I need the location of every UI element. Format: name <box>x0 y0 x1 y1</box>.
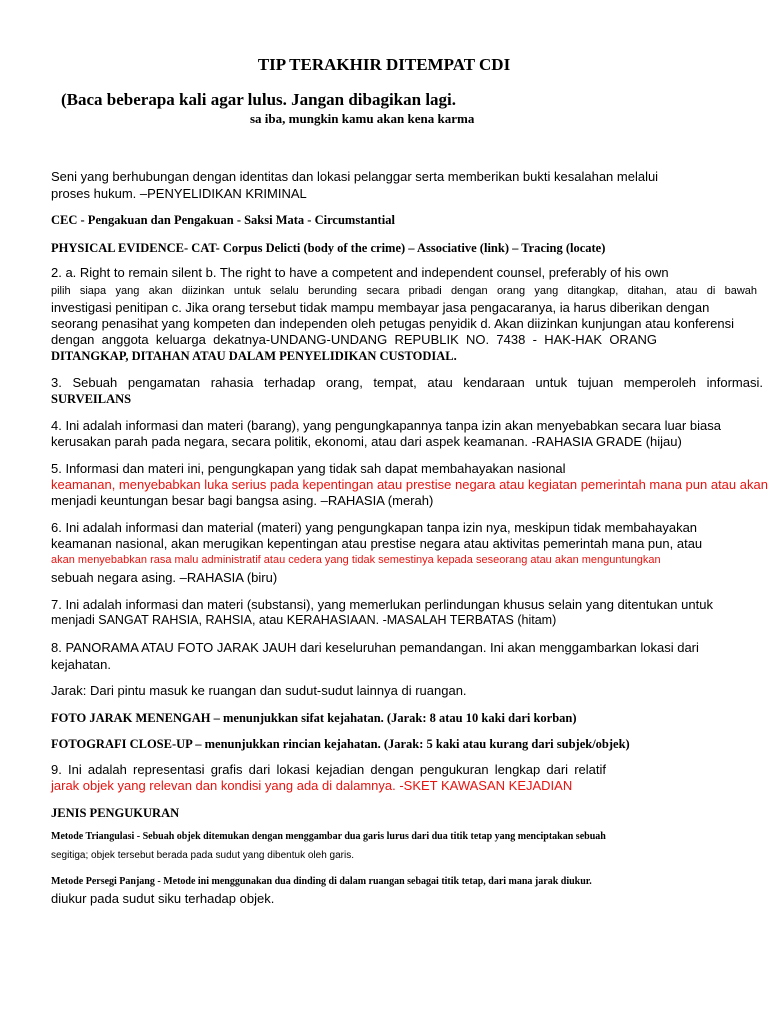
paragraph-line: menjadi SANGAT RAHSIA, RAHSIA, atau KERAHASIAAN. -MASALAH TERBATAS (hitam) <box>51 613 557 627</box>
paragraph-line: seorang penasihat yang kompeten dan independen oleh petugas penyidik d. Akan diizinkan kunjungan atau konferensi <box>51 316 735 331</box>
paragraph-line: segitiga; objek tersebut berada pada sudut yang dibentuk oleh garis. <box>51 850 354 861</box>
section-heading: CEC - Pengakuan dan Pengakuan - Saksi Mata - Circumstantial <box>51 213 395 227</box>
paragraph-line: 2. a. Right to remain silent b. The right to have a competent and independent counsel, preferably of his own <box>51 265 669 280</box>
page-subtitle-2: sa iba, mungkin kamu akan kena karma <box>250 111 475 126</box>
highlighted-line: akan menyebabkan rasa malu administratif atau cedera yang tidak semestinya kepada seseorang atau akan menguntungkan <box>51 554 661 566</box>
highlighted-line: keamanan, menyebabkan luka serius pada kepentingan atau prestise negara atau kegiatan pemerintah mana pun atau akan <box>51 477 768 492</box>
paragraph-line-text: dengan anggota keluarga dekatnya-UNDANG-UNDANG REPUBLIK NO. 7438 - HAK-HAK ORANG <box>51 332 657 347</box>
paragraph-line: Jarak: Dari pintu masuk ke ruangan dan sudut-sudut lainnya di ruangan. <box>51 683 467 698</box>
paragraph-line <box>51 332 657 347</box>
highlighted-line: jarak objek yang relevan dan kondisi yang ada di dalamnya. -SKET KAWASAN KEJADIAN <box>51 778 573 793</box>
paragraph-line: 8. PANORAMA ATAU FOTO JARAK JAUH dari keseluruhan pemandangan. Ini akan menggambarkan lokasi dari <box>51 640 699 655</box>
paragraph-line <box>51 762 606 777</box>
paragraph-line <box>51 375 763 390</box>
paragraph-line: keamanan nasional, akan merugikan kepentingan atau prestise negara atau aktivitas pemerintah mana pun, atau <box>51 536 703 551</box>
section-heading: FOTO JARAK MENENGAH – menunjukkan sifat kejahatan. (Jarak: 8 atau 10 kaki dari korban) <box>51 711 577 725</box>
paragraph-line: kerusakan parah pada negara, secara politik, ekonomi, atau dari aspek keamanan. -RAHASIA GRADE (hijau) <box>51 434 682 449</box>
page-subtitle: (Baca beberapa kali agar lulus. Jangan dibagikan lagi. <box>61 90 457 109</box>
paragraph-line: proses hukum. –PENYELIDIKAN KRIMINAL <box>51 186 307 201</box>
section-heading: DITANGKAP, DITAHAN ATAU DALAM PENYELIDIKAN CUSTODIAL. <box>51 349 457 363</box>
paragraph-line-text: 3. Sebuah pengamatan rahasia terhadap orang, tempat, atau kendaraan untuk tujuan memperoleh informasi. <box>51 375 763 390</box>
paragraph-line: Seni yang berhubungan dengan identitas dan lokasi pelanggar serta memberikan bukti kesalahan melalui <box>51 169 659 184</box>
paragraph-line: 4. Ini adalah informasi dan materi (barang), yang pengungkapannya tanpa izin akan menyebabkan secara luar biasa <box>51 418 721 433</box>
paragraph-line: diukur pada sudut siku terhadap objek. <box>51 891 275 906</box>
paragraph-line: kejahatan. <box>51 657 111 672</box>
paragraph-line: menjadi keuntungan besar bagi bangsa asing. –RAHASIA (merah) <box>51 493 434 508</box>
paragraph-line: investigasi penitipan c. Jika orang tersebut tidak mampu membayar jasa pengacaranya, ia harus diberikan dengan <box>51 300 710 315</box>
paragraph-line: 7. Ini adalah informasi dan materi (substansi), yang memerlukan perlindungan khusus selain yang ditentukan untuk <box>51 597 713 612</box>
paragraph-line-text: pilih siapa yang akan diizinkan untuk selalu berunding secara pribadi dengan orang yang ditangkap, ditahan, atau di bawah <box>51 285 757 297</box>
paragraph-line <box>51 285 757 297</box>
page-title: TIP TERAKHIR DITEMPAT CDI <box>257 55 511 74</box>
section-heading: PHYSICAL EVIDENCE- CAT- Corpus Delicti (body of the crime) – Associative (link) – Tracing (locate) <box>51 241 606 255</box>
section-heading: SURVEILANS <box>51 392 132 406</box>
section-heading: JENIS PENGUKURAN <box>51 806 180 820</box>
definition-line: Metode Persegi Panjang - Metode ini menggunakan dua dinding di dalam ruangan sebagai titik tetap, dari mana jarak diukur. <box>51 876 592 887</box>
paragraph-line-text: 9. Ini adalah representasi grafis dari lokasi kejadian dengan pengukuran lengkap dari relatif <box>51 762 606 777</box>
section-heading: FOTOGRAFI CLOSE-UP – menunjukkan rincian kejahatan. (Jarak: 5 kaki atau kurang dari subjek/objek) <box>51 737 630 751</box>
definition-line: Metode Triangulasi - Sebuah objek ditemukan dengan menggambar dua garis lurus dari dua titik tetap yang menciptakan sebuah <box>51 831 606 842</box>
paragraph-line: sebuah negara asing. –RAHASIA (biru) <box>51 570 278 585</box>
paragraph-line: 6. Ini adalah informasi dan material (materi) yang pengungkapan tanpa izin nya, meskipun tidak membahayakan <box>51 520 698 535</box>
paragraph-line: 5. Informasi dan materi ini, pengungkapan yang tidak sah dapat membahayakan nasional <box>51 461 566 476</box>
